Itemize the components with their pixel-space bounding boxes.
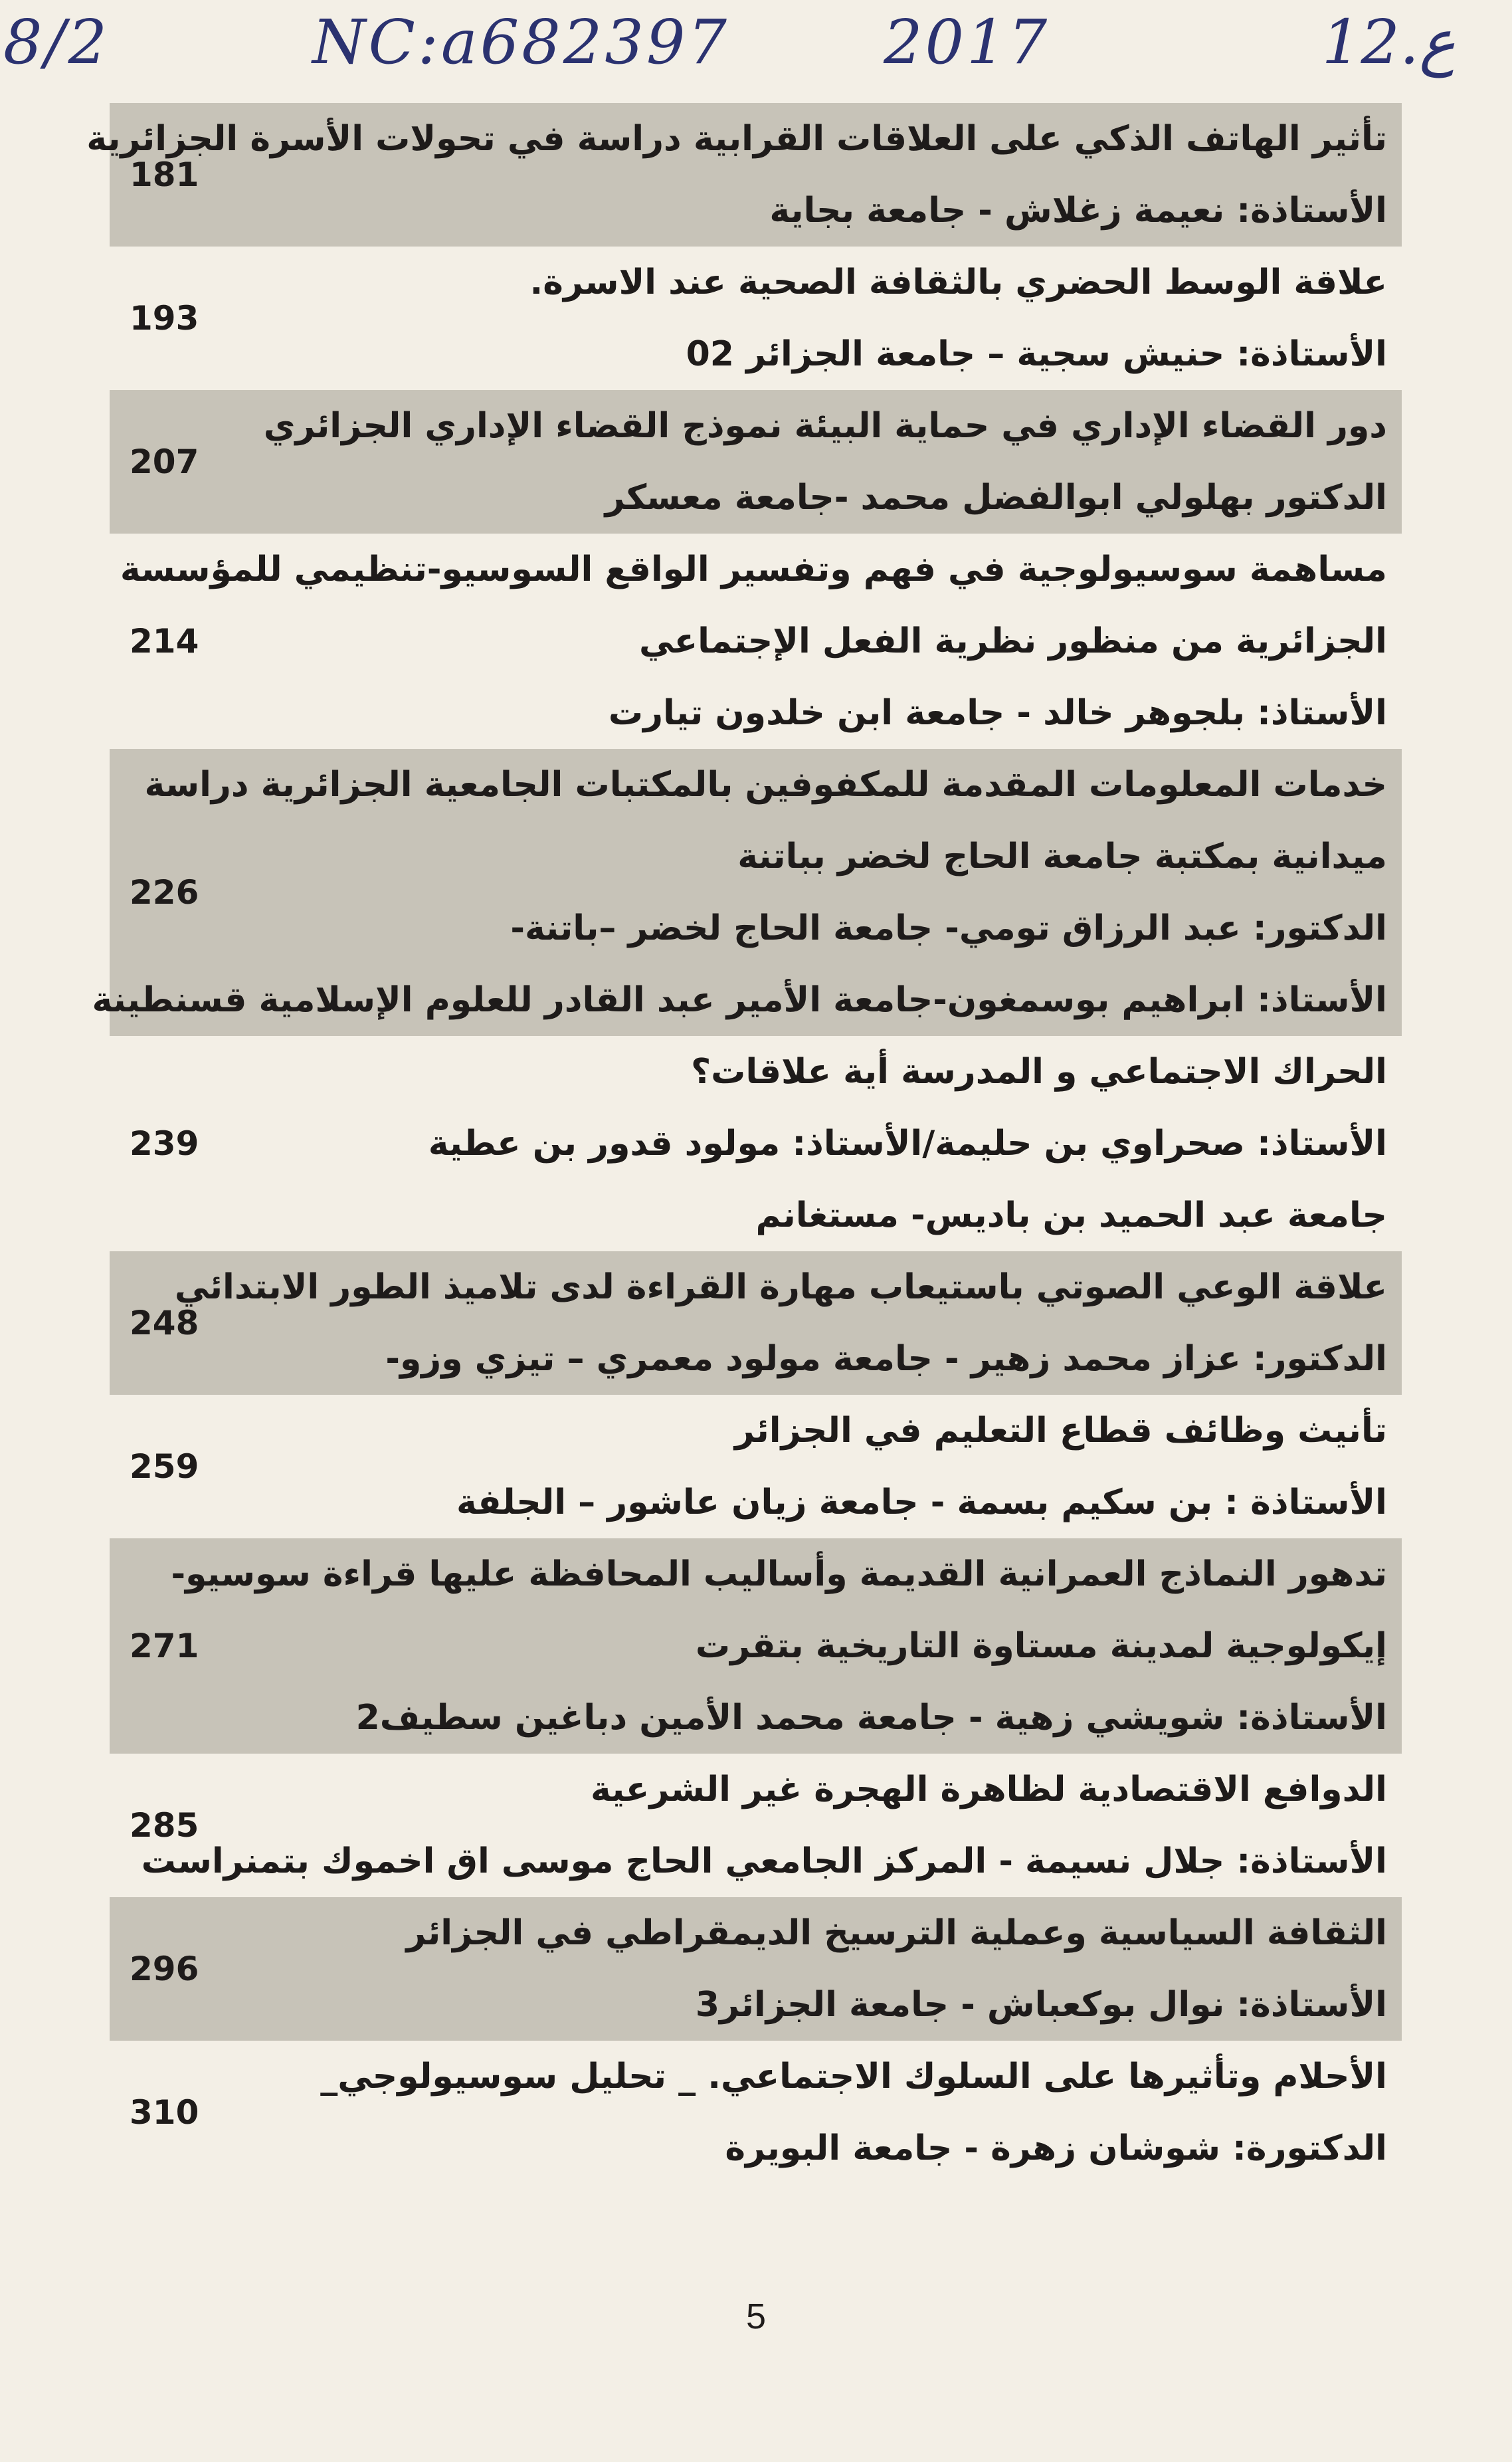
handwritten-reference: NC:a682397 (312, 7, 729, 78)
toc-title: تأثير الهاتف الذكي على العلاقات القرابية دراسة في تحولات الأسرة الجزائرية (86, 119, 1387, 159)
toc-entry (110, 1538, 1402, 1754)
table-of-contents (86, 103, 1402, 2184)
toc-title: الثقافة السياسية وعملية الترسيخ الديمقراطي في الجزائر (406, 1913, 1387, 1953)
toc-title: الدوافع الاقتصادية لظاهرة الهجرة غير الشرعية (591, 1770, 1387, 1809)
page-number: 5 (745, 2297, 767, 2336)
toc-entry (110, 1395, 1402, 1538)
toc-author-line: جامعة عبد الحميد بن باديس- مستغانم (755, 1195, 1387, 1235)
toc-author-line: الأستاذ: بلجوهر خالد - جامعة ابن خلدون تيارت (608, 693, 1387, 733)
toc-title: تأنيث وظائف قطاع التعليم في الجزائر (734, 1411, 1387, 1451)
toc-title: خدمات المعلومات المقدمة للمكفوفين بالمكتبات الجامعية الجزائرية دراسة (144, 765, 1387, 805)
toc-entry (110, 1897, 1402, 2041)
toc-page-number: 271 (130, 1627, 199, 1665)
toc-page-number: 214 (130, 622, 199, 661)
toc-title: دور القضاء الإداري في حماية البيئة نموذج القضاء الإداري الجزائري (263, 406, 1387, 446)
toc-page-number: 226 (130, 873, 199, 912)
toc-author-line: الدكتور: عزاز محمد زهير - جامعة مولود معمري – تيزي وزو- (385, 1339, 1387, 1379)
toc-title: الأحلام وتأثيرها على السلوك الاجتماعي. _ تحليل سوسيولوجي_ (320, 2057, 1387, 2097)
toc-page-number: 193 (130, 299, 199, 338)
toc-author-line: ميدانية بمكتبة جامعة الحاج لخضر بباتنة (737, 837, 1387, 876)
toc-entry (110, 2041, 1402, 2184)
toc-author-line: الأستاذ: صحراوي بن حليمة/الأستاذ: مولود قدور بن عطية (428, 1124, 1387, 1164)
toc-page-number: 296 (130, 1950, 199, 1988)
toc-title: الحراك الاجتماعي و المدرسة أية علاقات؟ (691, 1052, 1387, 1092)
toc-entry (110, 1754, 1402, 1897)
toc-page-number: 285 (130, 1806, 199, 1845)
toc-author-line: الأستاذة: جلال نسيمة - المركز الجامعي الحاج موسى اق اخموك بتمنراست (141, 1841, 1387, 1881)
toc-author-line: الأستاذة: نعيمة زغلاش - جامعة بجاية (769, 191, 1387, 231)
toc-page-number: 310 (130, 2093, 199, 2132)
toc-page-number: 207 (130, 443, 199, 481)
toc-author-line: الدكتور: عبد الرزاق تومي- جامعة الحاج لخضر –باتنة- (510, 908, 1387, 948)
toc-author-line: الأستاذة: حنيش سجية – جامعة الجزائر 02 (686, 334, 1387, 374)
toc-author-line: الدكتور بهلولي ابوالفضل محمد -جامعة معسكر (605, 478, 1387, 518)
toc-title: مساهمة سوسيولوجية في فهم وتفسير الواقع السوسيو-تنظيمي للمؤسسة (120, 550, 1387, 589)
toc-author-line: الأستاذة : بن سكيم بسمة - جامعة زيان عاشور – الجلفة (456, 1483, 1387, 1522)
handwritten-fraction: 8/2 (3, 7, 110, 78)
toc-entry (110, 390, 1402, 534)
toc-author-line: الأستاذة: نوال بوكعباش - جامعة الجزائر3 (695, 1985, 1387, 2025)
toc-page-number: 239 (130, 1124, 199, 1163)
toc-entry (110, 534, 1402, 749)
toc-entry (110, 1036, 1402, 1251)
toc-page-number: 248 (130, 1304, 199, 1342)
toc-author-line: الدكتورة: شوشان زهرة - جامعة البويرة (725, 2128, 1387, 2168)
toc-entry (110, 247, 1402, 390)
toc-author-line: إيكولوجية لمدينة مستاوة التاريخية بتقرت (695, 1626, 1387, 1666)
toc-title: تدهور النماذج العمرانية القديمة وأساليب المحافظة عليها قراءة سوسيو- (171, 1554, 1387, 1594)
toc-author-line: الجزائرية من منظور نظرية الفعل الإجتماعي (639, 621, 1387, 661)
toc-entry (86, 103, 1402, 247)
toc-author-line: الأستاذة: شويشي زهية - جامعة محمد الأمين دباغين سطيف2 (355, 1698, 1387, 1738)
handwritten-number: 12.ع (1321, 7, 1456, 78)
toc-author-line: الأستاذ: ابراهيم بوسمغون-جامعة الأمير عبد القادر للعلوم الإسلامية قسنطينة (92, 980, 1387, 1020)
toc-page-number: 181 (130, 155, 199, 194)
toc-page-number: 259 (130, 1447, 199, 1486)
handwritten-year: 2017 (884, 7, 1050, 78)
toc-entry (110, 1251, 1402, 1395)
toc-title: علاقة الوسط الحضري بالثقافة الصحية عند الاسرة. (529, 262, 1387, 302)
toc-title: علاقة الوعي الصوتي باستيعاب مهارة القراءة لدى تلاميذ الطور الابتدائي (174, 1267, 1387, 1307)
toc-entry (92, 749, 1402, 1036)
